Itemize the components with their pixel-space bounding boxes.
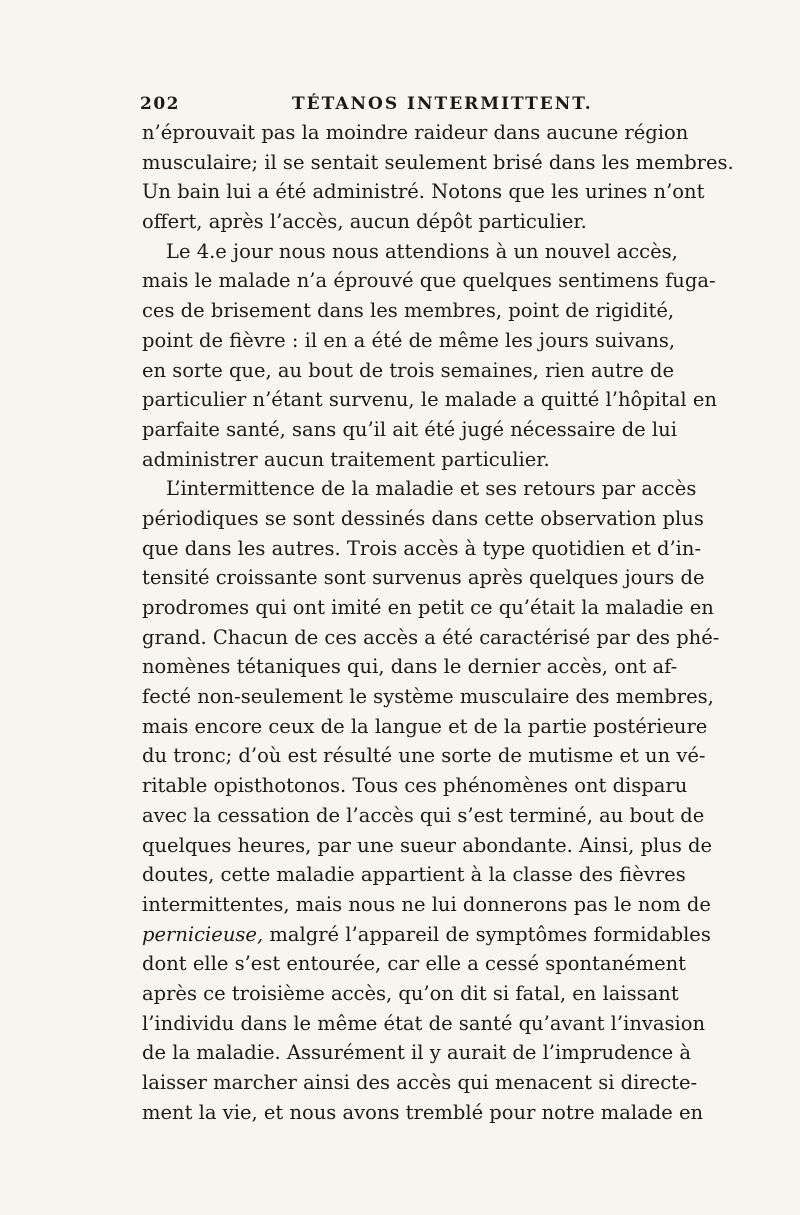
text-line: l’individu dans le même état de santé qu’avant l’invasion: [142, 1011, 706, 1035]
text-line: ritable opisthotonos. Tous ces phénomènes ont disparu: [142, 774, 688, 798]
text-line: laisser marcher ainsi des accès qui menacent si directe-: [142, 1071, 698, 1094]
text-line: après ce troisième accès, qu’on dit si fatal, en laissant: [142, 981, 679, 1005]
text-line-with-italic: [142, 920, 711, 950]
text-line: n’éprouvait pas la moindre raideur dans aucune région: [142, 121, 689, 144]
running-title: TÉTANOS INTERMITTENT.: [292, 94, 593, 114]
text-line: mais encore ceux de la langue et de la partie postérieure: [142, 714, 708, 738]
text-line: dont elle s’est entourée, car elle a cessé spontanément: [142, 952, 687, 976]
text-line-rest: malgré l’appareil de symptômes formidables: [269, 922, 711, 946]
text-line: L’intermittence de la maladie et ses retours par accès: [166, 477, 697, 501]
text-line: prodromes qui ont imité en petit ce qu’était la maladie en: [142, 596, 714, 619]
text-line: point de fièvre : il en a été de même les jours suivans,: [142, 328, 676, 352]
text-line: intermittentes, mais nous ne lui donnerons pas le nom de: [142, 892, 711, 916]
text-line: ment la vie, et nous avons tremblé pour notre malade en: [142, 1100, 704, 1124]
text-line: avec la cessation de l’accès qui s’est terminé, au bout de: [142, 803, 705, 827]
running-head: [140, 94, 660, 118]
text-line: musculaire; il se sentait seulement brisé dans les membres.: [142, 150, 734, 174]
text-line: périodiques se sont dessinés dans cette observation plus: [142, 506, 704, 530]
text-line: fecté non-seulement le système musculaire des membres,: [142, 685, 714, 709]
text-line: quelques heures, par une sueur abondante. Ainsi, plus de: [142, 833, 713, 857]
text-line: de la maladie. Assurément il y aurait de l’imprudence à: [142, 1041, 691, 1065]
text-line: doutes, cette maladie appartient à la classe des fièvres: [142, 863, 686, 887]
text-line: parfaite santé, sans qu’il ait été jugé nécessaire de lui: [142, 417, 677, 441]
text-line: en sorte que, au bout de trois semaines, rien autre de: [142, 358, 675, 382]
text-line: du tronc; d’où est résulté une sorte de mutisme et un vé-: [142, 744, 706, 768]
text-line: tensité croissante sont survenus après quelques jours de: [142, 566, 705, 590]
italic-term: pernicieuse,: [142, 922, 264, 946]
text-line: ces de brisement dans les membres, point de rigidité,: [142, 299, 675, 323]
text-line: nomènes tétaniques qui, dans le dernier accès, ont af-: [142, 655, 678, 679]
text-line: particulier n’étant survenu, le malade a quitté l’hôpital en: [142, 388, 717, 412]
text-line: grand. Chacun de ces accès a été caractérisé par des phé-: [142, 625, 720, 649]
text-line: mais le malade n’a éprouvé que quelques sentimens fuga-: [142, 269, 716, 293]
text-line: que dans les autres. Trois accès à type quotidien et d’in-: [142, 536, 702, 560]
page-number: 202: [140, 94, 180, 114]
text-line: Le 4.e jour nous nous attendions à un nouvel accès,: [166, 239, 678, 263]
text-line: offert, après l’accès, aucun dépôt particulier.: [142, 210, 587, 234]
body-text: [142, 118, 734, 1127]
text-line: Un bain lui a été administré. Notons que les urines n’ont: [142, 180, 705, 204]
text-line: administrer aucun traitement particulier.: [142, 447, 550, 471]
